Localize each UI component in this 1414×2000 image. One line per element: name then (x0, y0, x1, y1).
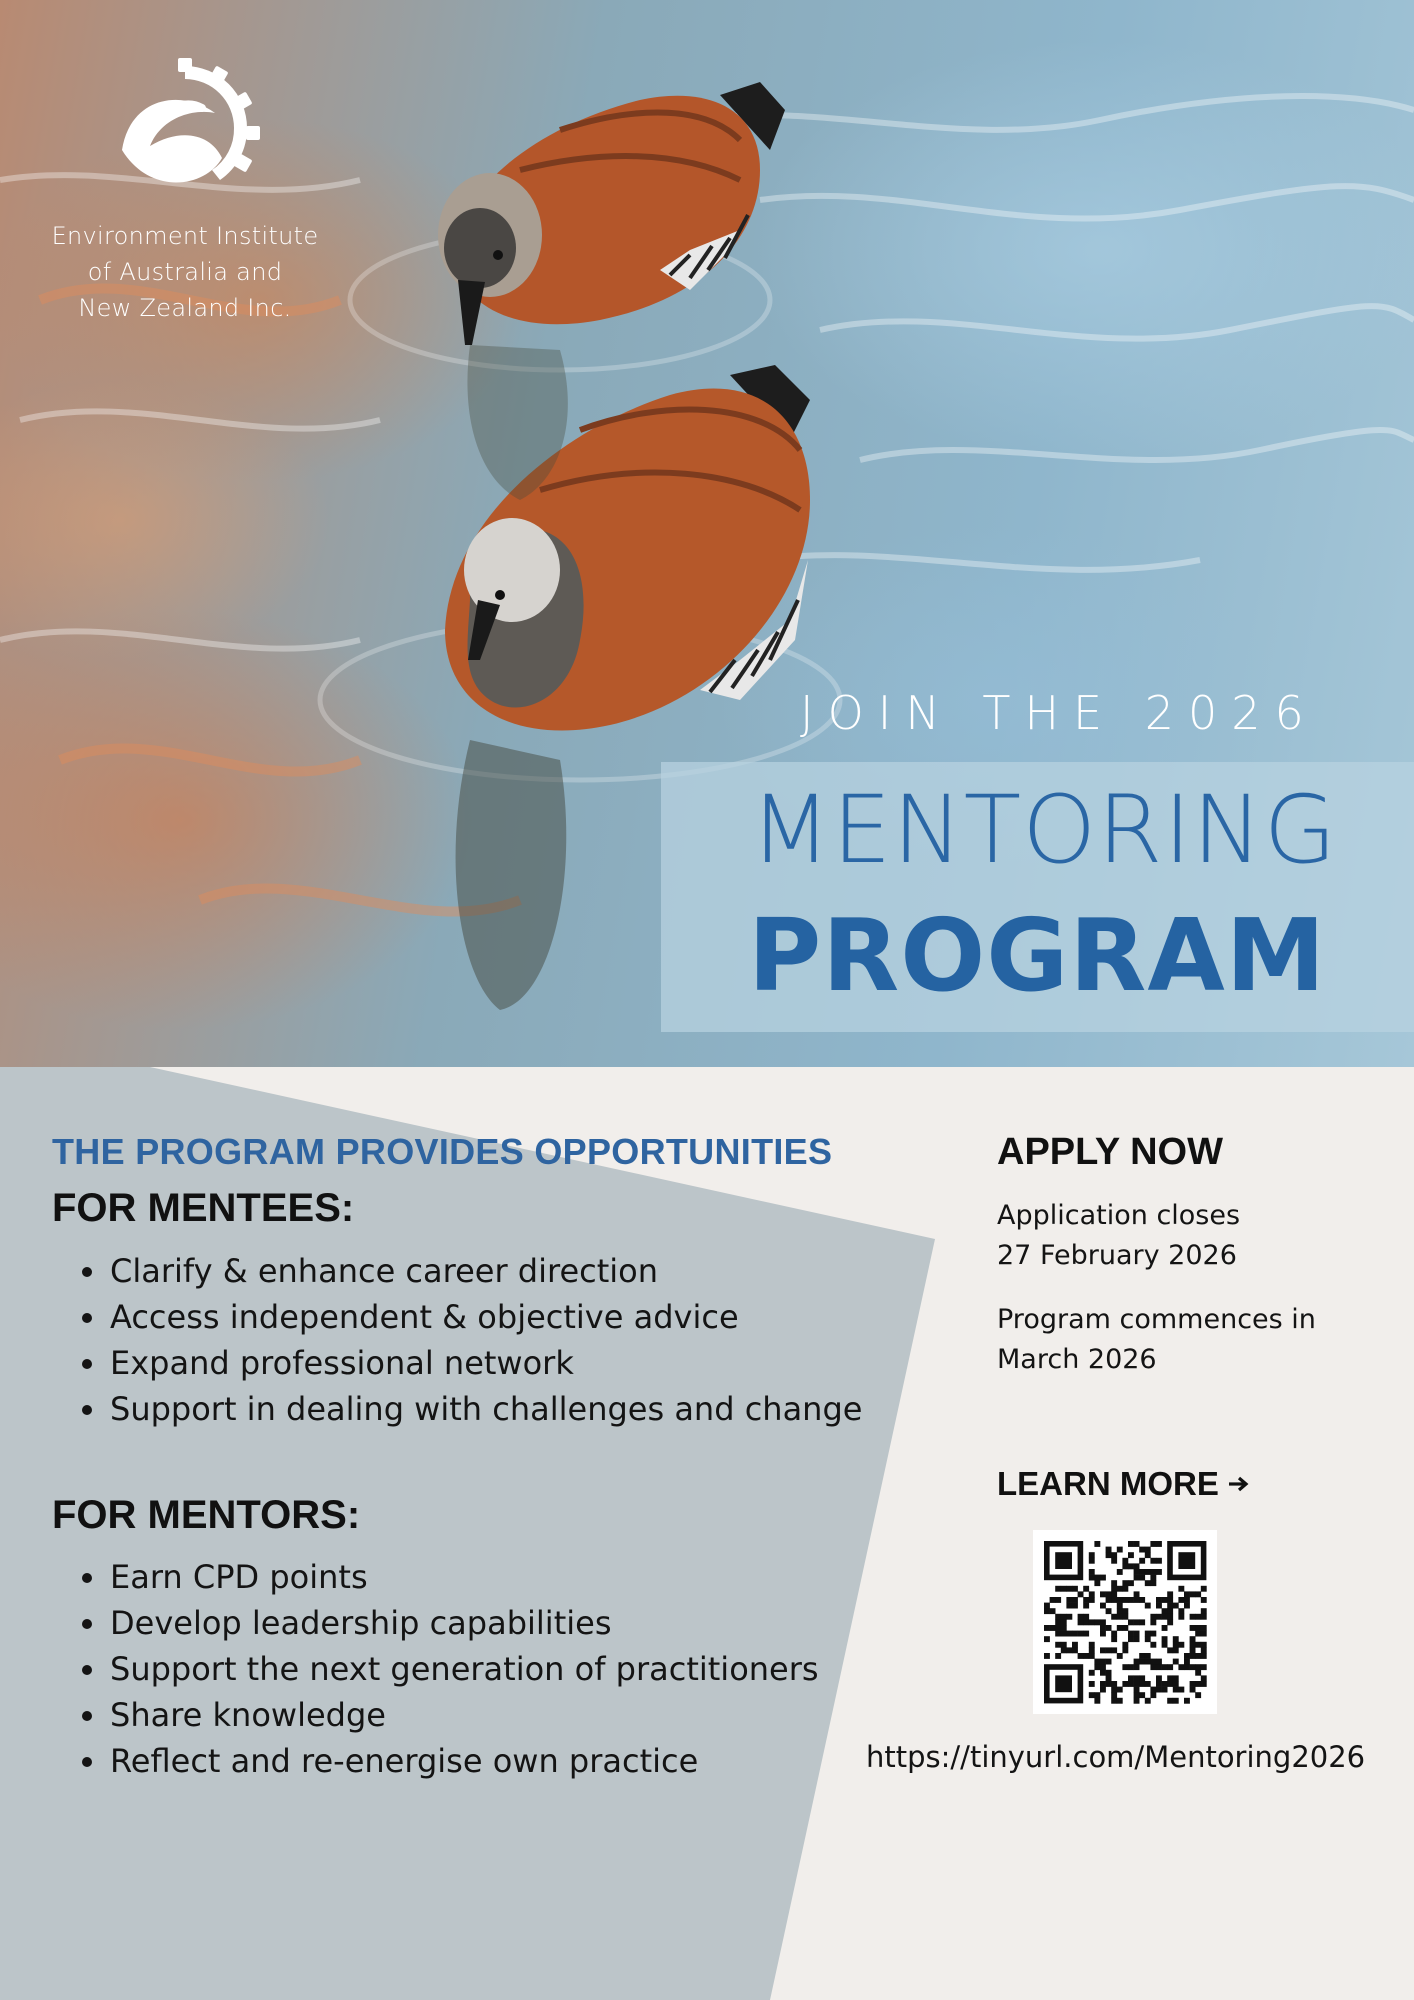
leaf-gear-logo-icon (110, 58, 260, 198)
list-item: Expand professional network (80, 1340, 862, 1386)
org-name (40, 218, 330, 326)
org-logo (40, 58, 330, 326)
list-item: Support the next generation of practitioners (80, 1646, 819, 1692)
list-item: Support in dealing with challenges and change (80, 1386, 862, 1432)
hero-title-line2: PROGRAM (748, 897, 1327, 1014)
info-line: 27 February 2026 (997, 1240, 1237, 1271)
program-commences-text (997, 1300, 1316, 1380)
list-item: Earn CPD points (80, 1554, 819, 1600)
list-item: Develop leadership capabilities (80, 1600, 819, 1646)
mentors-heading: FOR MENTORS: (52, 1493, 361, 1537)
list-item: Reflect and re-energise own practice (80, 1738, 819, 1784)
qr-code-icon (1033, 1530, 1217, 1714)
learn-more-url[interactable]: https://tinyurl.com/Mentoring2026 (866, 1740, 1366, 1774)
org-name-line: of Australia and (87, 258, 283, 286)
list-item: Access independent & objective advice (80, 1294, 862, 1340)
mentees-list (80, 1248, 862, 1432)
benefits-heading: THE PROGRAM PROVIDES OPPORTUNITIES (52, 1131, 833, 1172)
list-item: Clarify & enhance career direction (80, 1248, 862, 1294)
list-item: Share knowledge (80, 1692, 819, 1738)
info-line: Program commences in (997, 1304, 1316, 1335)
org-name-line: Environment Institute (51, 222, 319, 250)
org-name-line: New Zealand Inc. (78, 294, 292, 322)
arrow-right-icon (1227, 1474, 1251, 1494)
learn-more-link[interactable] (997, 1465, 1251, 1503)
learn-more-label: LEARN MORE (997, 1465, 1219, 1502)
apply-now-heading: APPLY NOW (997, 1131, 1223, 1173)
application-closes-text (997, 1196, 1240, 1276)
info-line: March 2026 (997, 1344, 1157, 1375)
hero-title-line1: MENTORING (750, 776, 1338, 885)
mentees-heading: FOR MENTEES: (52, 1186, 355, 1230)
info-line: Application closes (997, 1200, 1241, 1231)
mentors-list (80, 1554, 819, 1784)
qr-code[interactable] (1033, 1530, 1217, 1714)
hero-eyebrow: JOIN THE 2026 (800, 686, 1318, 740)
